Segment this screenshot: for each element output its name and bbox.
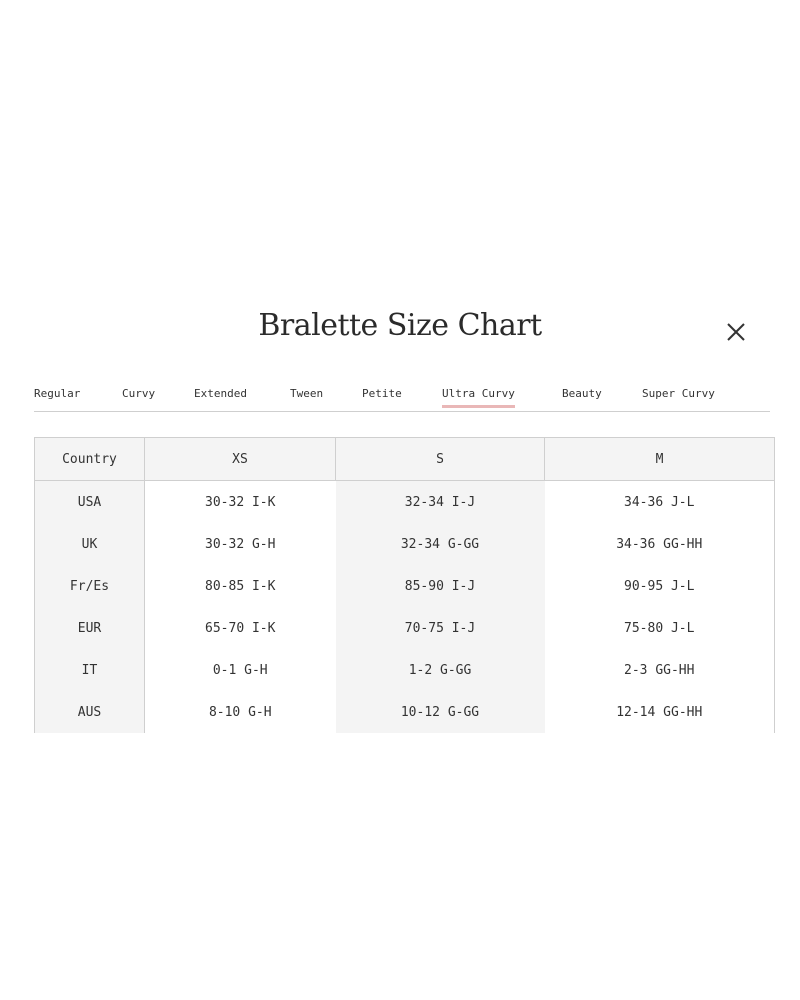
size-cell: 75-80 J-L: [545, 607, 775, 649]
size-cell: 34-36 GG-HH: [545, 523, 775, 565]
tab-petite[interactable]: Petite: [362, 387, 402, 400]
size-cell: 30-32 I-K: [205, 494, 276, 510]
table-row: [35, 565, 775, 607]
size-cell: 32-34 I-J: [336, 481, 545, 524]
column-header-country: Country: [35, 438, 145, 481]
table-row: [35, 607, 775, 649]
tab-tween[interactable]: Tween: [290, 387, 324, 400]
size-cell: 1-2 G-GG: [336, 649, 545, 691]
tab-super-curvy[interactable]: Super Curvy: [642, 387, 715, 400]
size-cell: 0-1 G-H: [212, 662, 268, 678]
size-cell: 8-10 G-H: [208, 704, 272, 720]
size-cell: 34-36 J-L: [545, 481, 775, 524]
table-row: [35, 649, 775, 691]
size-cell: 30-32 G-H: [205, 536, 276, 552]
table-row: [35, 523, 775, 565]
size-cell: 10-12 G-GG: [336, 691, 545, 733]
country-cell: AUS: [35, 691, 145, 733]
column-header-s: S: [336, 438, 545, 481]
table-row: [35, 691, 775, 733]
close-button[interactable]: [722, 318, 750, 346]
size-cell: 90-95 J-L: [545, 565, 775, 607]
size-cell: 85-90 I-J: [336, 565, 545, 607]
column-header-m: M: [545, 438, 775, 481]
country-cell: EUR: [35, 607, 145, 649]
page-title: Bralette Size Chart: [258, 308, 542, 343]
size-tabs: [34, 383, 770, 412]
close-icon: [722, 318, 750, 346]
tab-regular[interactable]: Regular: [34, 387, 81, 400]
table-row: [35, 481, 775, 524]
table-header-row: [35, 438, 775, 481]
size-cell: 32-34 G-GG: [336, 523, 545, 565]
size-cell: 70-75 I-J: [336, 607, 545, 649]
country-cell: Fr/Es: [35, 565, 145, 607]
country-cell: UK: [35, 523, 145, 565]
size-cell: 2-3 GG-HH: [545, 649, 775, 691]
country-cell: USA: [35, 481, 145, 524]
tab-extended[interactable]: Extended: [194, 387, 247, 400]
tab-ultra-curvy[interactable]: Ultra Curvy: [442, 387, 515, 400]
size-table: [34, 437, 775, 733]
size-cell: 12-14 GG-HH: [545, 691, 775, 733]
column-header-xs: XS: [145, 438, 336, 481]
size-cell: 80-85 I-K: [205, 578, 276, 594]
tab-beauty[interactable]: Beauty: [562, 387, 602, 400]
tab-curvy[interactable]: Curvy: [122, 387, 156, 400]
size-cell: 65-70 I-K: [205, 620, 276, 636]
country-cell: IT: [35, 649, 145, 691]
